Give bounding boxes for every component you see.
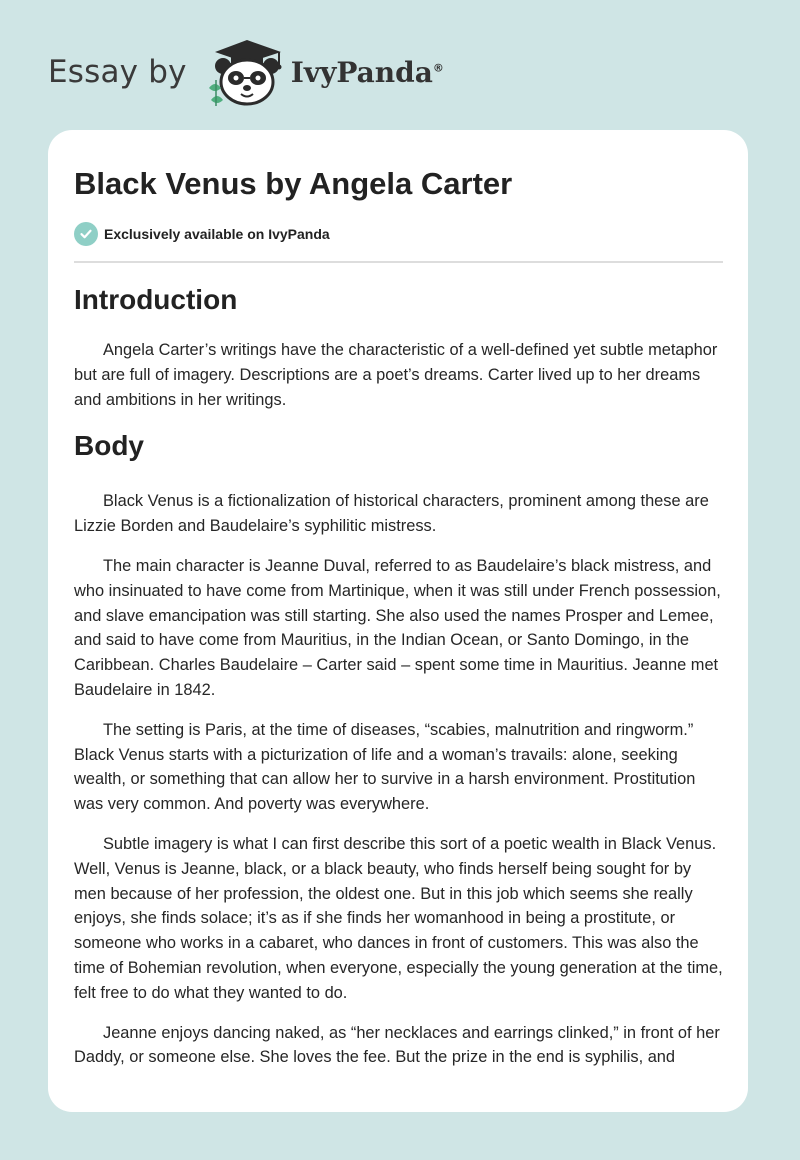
paragraph: Jeanne enjoys dancing naked, as “her necklaces and earrings clinked,” in front of her Daddy, or someone else. She loves the fee. But the prize in the end is syphilis, and: [74, 1023, 720, 1067]
panda-mascot-icon: [201, 36, 289, 108]
site-logo[interactable]: [48, 36, 444, 108]
exclusive-badge-label: Exclusively available on IvyPanda: [104, 226, 330, 242]
check-icon: [74, 222, 98, 246]
paragraph: Black Venus is a fictionalization of historical characters, prominent among these are Lizzie Borden and Baudelaire’s syphilitic mistress.: [74, 492, 709, 536]
paragraph: The main character is Jeanne Duval, referred to as Baudelaire’s black mistress, and who insinuated to have come from Martinique, when it was still under French possession, and slave emancipation was still starting. She also used the names Prosper and Lemee, and said to have come from Mauritius, in the Indian Ocean, or Santo Domingo, in the Caribbean. Charles Baudelaire – Carter said – spent some time in Mauritius. Jeanne met Baudelaire in 1842.: [74, 556, 721, 699]
paragraph: Angela Carter’s writings have the characteristic of a well-defined yet subtle metaphor but are full of imagery. Descriptions are a poet’s dreams. Carter lived up to her dreams and ambitions in her writings.: [74, 341, 718, 409]
page-title: Black Venus by Angela Carter: [74, 166, 513, 201]
paragraph: Subtle imagery is what I can first describe this sort of a poetic wealth in Black Venus. Well, Venus is Jeanne, black, or a black beauty, who finds herself being sought for by men because of her profession, the oldest one. But in this job which seems she really enjoys, she finds solace; it’s as if she finds her womanhood in being a prostitute, or someone who works in a cabaret, who dances in front of customers. This was also the time of Bohemian revolution, when everyone, especially the young generation at the time, felt free to do what they wanted to do.: [74, 834, 723, 1002]
logo-prefix-text: Essay by: [48, 54, 187, 90]
section-heading-body: Body: [74, 430, 144, 462]
registered-mark: ®: [432, 61, 444, 75]
title-divider: [74, 261, 723, 263]
logo-brand-name: [291, 56, 444, 89]
essay-card: [48, 130, 748, 1112]
exclusive-badge: [74, 222, 330, 246]
essay-body: [74, 280, 723, 1085]
paragraph: The setting is Paris, at the time of diseases, “scabies, malnutrition and ringworm.” Black Venus starts with a picturization of life and a woman’s travails: alone, seeking wealth, or something that can allow her to survive in a harsh environment. Prostitution was very common. And poverty was everywhere.: [74, 720, 696, 814]
brand-name-text: IvyPanda: [290, 55, 433, 89]
section-heading-introduction: Introduction: [74, 284, 238, 315]
